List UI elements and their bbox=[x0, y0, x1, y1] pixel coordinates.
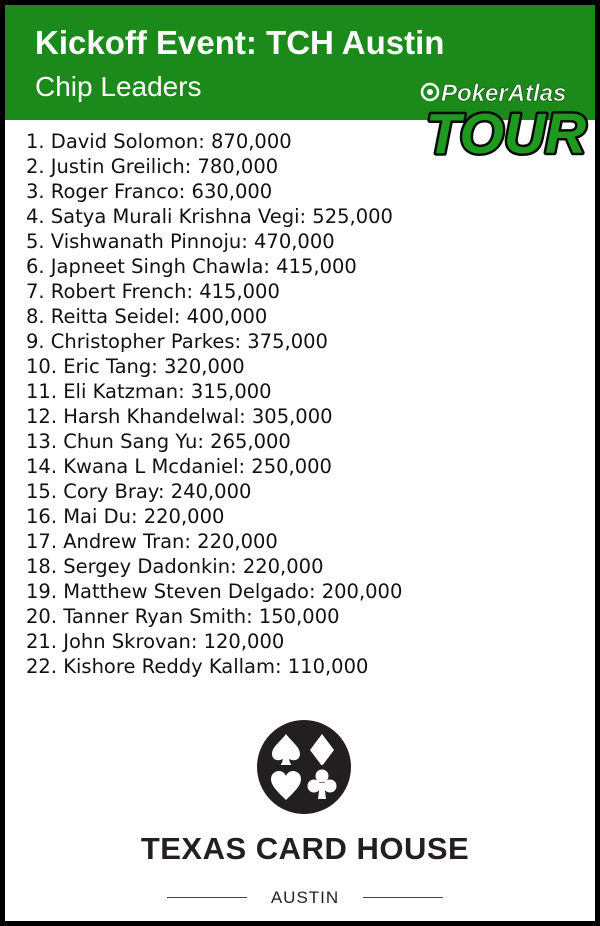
event-subtitle: Chip Leaders bbox=[35, 71, 202, 102]
texas-card-house-wordmark: TEXAS CARD HOUSE bbox=[140, 831, 470, 866]
pokeratlas-wordmark: PokerAtlas bbox=[441, 80, 567, 107]
list-item: 3. Roger Franco: 630,000 bbox=[26, 180, 273, 203]
chip-leaders-list bbox=[26, 129, 402, 679]
list-item: 6. Japneet Singh Chawla: 415,000 bbox=[26, 255, 357, 278]
divider-line bbox=[363, 897, 443, 898]
list-item: 1. David Solomon: 870,000 bbox=[26, 130, 292, 153]
list-item: 16. Mai Du: 220,000 bbox=[26, 505, 225, 528]
list-item: 17. Andrew Tran: 220,000 bbox=[26, 530, 278, 553]
list-item: 12. Harsh Khandelwal: 305,000 bbox=[26, 405, 333, 428]
pokeratlas-tour-logo bbox=[420, 75, 592, 159]
list-item: 8. Reitta Seidel: 400,000 bbox=[26, 305, 268, 328]
list-item: 21. John Skrovan: 120,000 bbox=[26, 630, 285, 653]
list-item: 5. Vishwanath Pinnoju: 470,000 bbox=[26, 230, 335, 253]
list-item: 9. Christopher Parkes: 375,000 bbox=[26, 330, 328, 353]
list-item: 7. Robert French: 415,000 bbox=[26, 280, 280, 303]
list-item: 19. Matthew Steven Delgado: 200,000 bbox=[26, 580, 403, 603]
list-item: 18. Sergey Dadonkin: 220,000 bbox=[26, 555, 324, 578]
city-label: AUSTIN bbox=[270, 888, 340, 907]
event-title: Kickoff Event: TCH Austin bbox=[35, 24, 445, 61]
list-item: 15. Cory Bray: 240,000 bbox=[26, 480, 252, 503]
list-item: 13. Chun Sang Yu: 265,000 bbox=[26, 430, 291, 453]
list-item: 2. Justin Greilich: 780,000 bbox=[26, 155, 279, 178]
city-row bbox=[165, 885, 445, 911]
poker-chip-icon bbox=[422, 84, 438, 100]
list-item: 22. Kishore Reddy Kallam: 110,000 bbox=[26, 655, 369, 678]
tour-wordmark: TOUR bbox=[425, 102, 587, 159]
card-suits-emblem-icon bbox=[254, 717, 354, 817]
list-item: 4. Satya Murali Krishna Vegi: 525,000 bbox=[26, 205, 393, 228]
list-item: 11. Eli Katzman: 315,000 bbox=[26, 380, 272, 403]
list-item: 20. Tanner Ryan Smith: 150,000 bbox=[26, 605, 340, 628]
list-item: 14. Kwana L Mcdaniel: 250,000 bbox=[26, 455, 332, 478]
list-item: 10. Eric Tang: 320,000 bbox=[26, 355, 245, 378]
